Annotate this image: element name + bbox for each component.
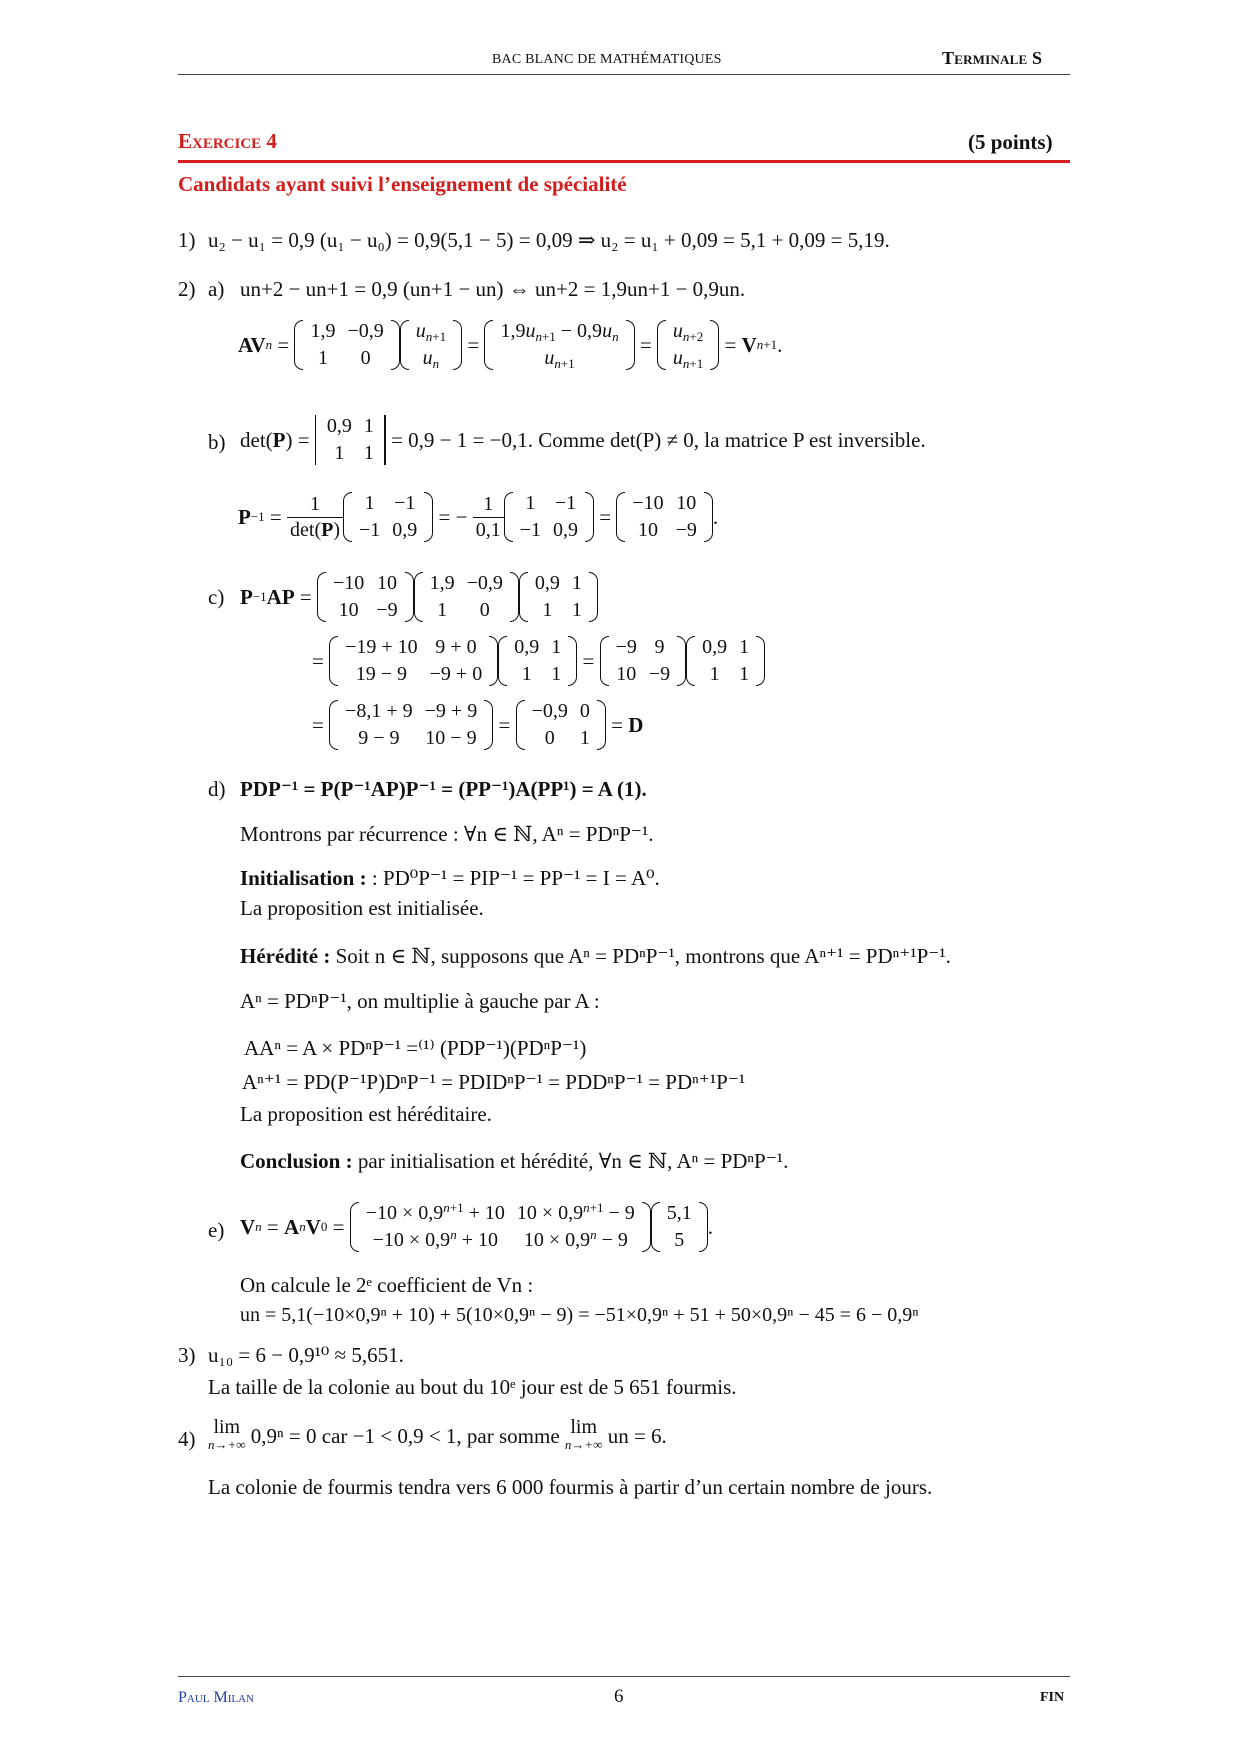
q2d-concl-label: Conclusion : xyxy=(240,1149,353,1173)
exercise-title: Exercice 4 xyxy=(178,129,277,153)
footer-rule xyxy=(178,1676,1070,1677)
q2d-hered-line3: AAⁿ = A × PDⁿP⁻¹ =⁽¹⁾ (PDP⁻¹)(PDⁿP⁻¹) xyxy=(244,1036,587,1060)
q1-number: 1) xyxy=(178,228,196,252)
q2b-det: det( P ) = 0,9 1 1 1 = 0,9 − 1 = −0,1. Comme det(P) ≠ 0, la matrice P est inversible. xyxy=(240,413,926,467)
q2b-inverse: P −1 = $\frac{1}{\det(P)}$ 1 −1 −1 0,9 = − $\frac{1}{0,1}$ 1 −1 −1 0,9 = −10 10 10 −9 . xyxy=(238,490,718,544)
q2c-line1: P −1 AP = −10 10 10 −9 1,9 −0,9 1 0 0,9 1 1 1 xyxy=(240,570,598,624)
q2d-conclusion xyxy=(240,1148,788,1174)
q2e-matrix: V n = A n V 0 = $-10 \times 0,9^{n+1} + 10$ $10 \times 0,9^{n+1} - 9$ $-10 \times 0,9^n + 10$ $10 \times 0,9^n - 9$ 5,1 5 . xyxy=(240,1200,713,1254)
q2d-hered-label: Hérédité : xyxy=(240,944,331,968)
q2e-line2: On calcule le 2ᵉ coefficient de Vn : xyxy=(240,1273,534,1297)
q2a-text: un+2 − un+1 = 0,9 (un+1 − un) ⇔ un+2 = 1,9un+1 − 0,9un. xyxy=(240,277,746,301)
q4-mid: 0,9ⁿ = 0 car −1 < 0,9 < 1, par somme xyxy=(250,1424,560,1448)
q2a-matrix-equation: AV n = 1,9 −0,9 1 0 $u_{n+1}$ $u_n$ = $1,9u_{n+1} - 0,9u_n$ $u_{n+1}$ = $u_{n+2}$ $u_{n+1}$ = V n+1 . xyxy=(238,320,783,371)
q2d-hered-done: La proposition est héréditaire. xyxy=(240,1102,492,1126)
q2d-hered-line4: Aⁿ⁺¹ = PD(P⁻¹P)DⁿP⁻¹ = PDIDⁿP⁻¹ = PDDⁿP⁻¹ = PDⁿ⁺¹P⁻¹ xyxy=(242,1070,746,1094)
footer-end: FIN xyxy=(1040,1690,1065,1705)
q2a-label: a) xyxy=(208,277,225,301)
q2e-label: e) xyxy=(208,1218,225,1242)
footer-author: Paul Milan xyxy=(178,1689,255,1706)
q4-lim-1: lim n→+∞ xyxy=(208,1416,246,1452)
q1-text: u₂ − u₁ = 0,9 (u₁ − u₀) = 0,9(5,1 − 5) = 0,09 ⇒ u₂ = u₁ + 0,09 = 5,1 + 0,09 = 5,19. xyxy=(208,228,890,252)
q2d-hered-text: Soit n ∈ ℕ, supposons que Aⁿ = PDⁿP⁻¹, montrons que Aⁿ⁺¹ = PDⁿ⁺¹P⁻¹. xyxy=(335,944,951,968)
q2d-init xyxy=(240,865,660,891)
q2d-hered xyxy=(240,943,951,969)
q2b-text: = 0,9 − 1 = −0,1. Comme det(P) ≠ 0, la matrice P est inversible. xyxy=(391,428,926,452)
q4-number: 4) xyxy=(178,1427,196,1451)
q2c-line2: = −19 + 10 9 + 0 19 − 9 −9 + 0 0,9 1 1 1 = −9 9 10 −9 0,9 1 1 1 xyxy=(312,634,765,688)
header-class: Terminale S xyxy=(942,48,1043,68)
q3-line2: La taille de la colonie au bout du 10ᵉ jour est de 5 651 fourmis. xyxy=(208,1375,737,1399)
footer-page-number: 6 xyxy=(614,1686,624,1707)
exercise-points: (5 points) xyxy=(968,130,1053,154)
q4-line1 xyxy=(208,1418,667,1454)
q4-line2: La colonie de fourmis tendra vers 6 000 fourmis à partir d’un certain nombre de jours. xyxy=(208,1475,933,1499)
q2d-init-done: La proposition est initialisée. xyxy=(240,896,484,920)
q2d-label: d) xyxy=(208,777,226,801)
q4-lim-2: lim n→+∞ xyxy=(564,1416,603,1452)
exercise-rule xyxy=(178,160,1070,163)
q2d-concl-text: par initialisation et hérédité, ∀n ∈ ℕ, Aⁿ = PDⁿP⁻¹. xyxy=(357,1149,789,1173)
q4-end: un = 6. xyxy=(607,1424,667,1448)
q2d-line2: Montrons par récurrence : ∀n ∈ ℕ, Aⁿ = PDⁿP⁻¹. xyxy=(240,822,654,846)
exercise-subtitle: Candidats ayant suivi l’enseignement de spécialité xyxy=(178,172,627,196)
q2d-line1: PDP⁻¹ = P(P⁻¹AP)P⁻¹ = (PP⁻¹)A(PP¹) = A (1). xyxy=(240,777,647,801)
q2d-init-text: : PD⁰P⁻¹ = PIP⁻¹ = PP⁻¹ = I = A⁰. xyxy=(371,866,660,890)
q2c-label: c) xyxy=(208,585,225,609)
q3-number: 3) xyxy=(178,1343,196,1367)
q2e-line3: un = 5,1(−10×0,9ⁿ + 10) + 5(10×0,9ⁿ − 9) = −51×0,9ⁿ + 51 + 50×0,9ⁿ − 45 = 6 − 0,9ⁿ xyxy=(240,1304,919,1326)
q2d-init-label: Initialisation : xyxy=(240,866,367,890)
q2c-line3: = −8,1 + 9 −9 + 9 9 − 9 10 − 9 = −0,9 0 0 1 = D xyxy=(312,698,643,752)
q2d-hered-line2: Aⁿ = PDⁿP⁻¹, on multiplie à gauche par A : xyxy=(240,989,600,1013)
q2-number: 2) xyxy=(178,277,196,301)
header-rule xyxy=(178,74,1070,75)
header-title: BAC BLANC DE MATHÉMATIQUES xyxy=(492,52,722,67)
q3-line1: u₁₀ = 6 − 0,9¹⁰ ≈ 5,651. xyxy=(208,1343,404,1367)
q2b-label: b) xyxy=(208,430,226,454)
